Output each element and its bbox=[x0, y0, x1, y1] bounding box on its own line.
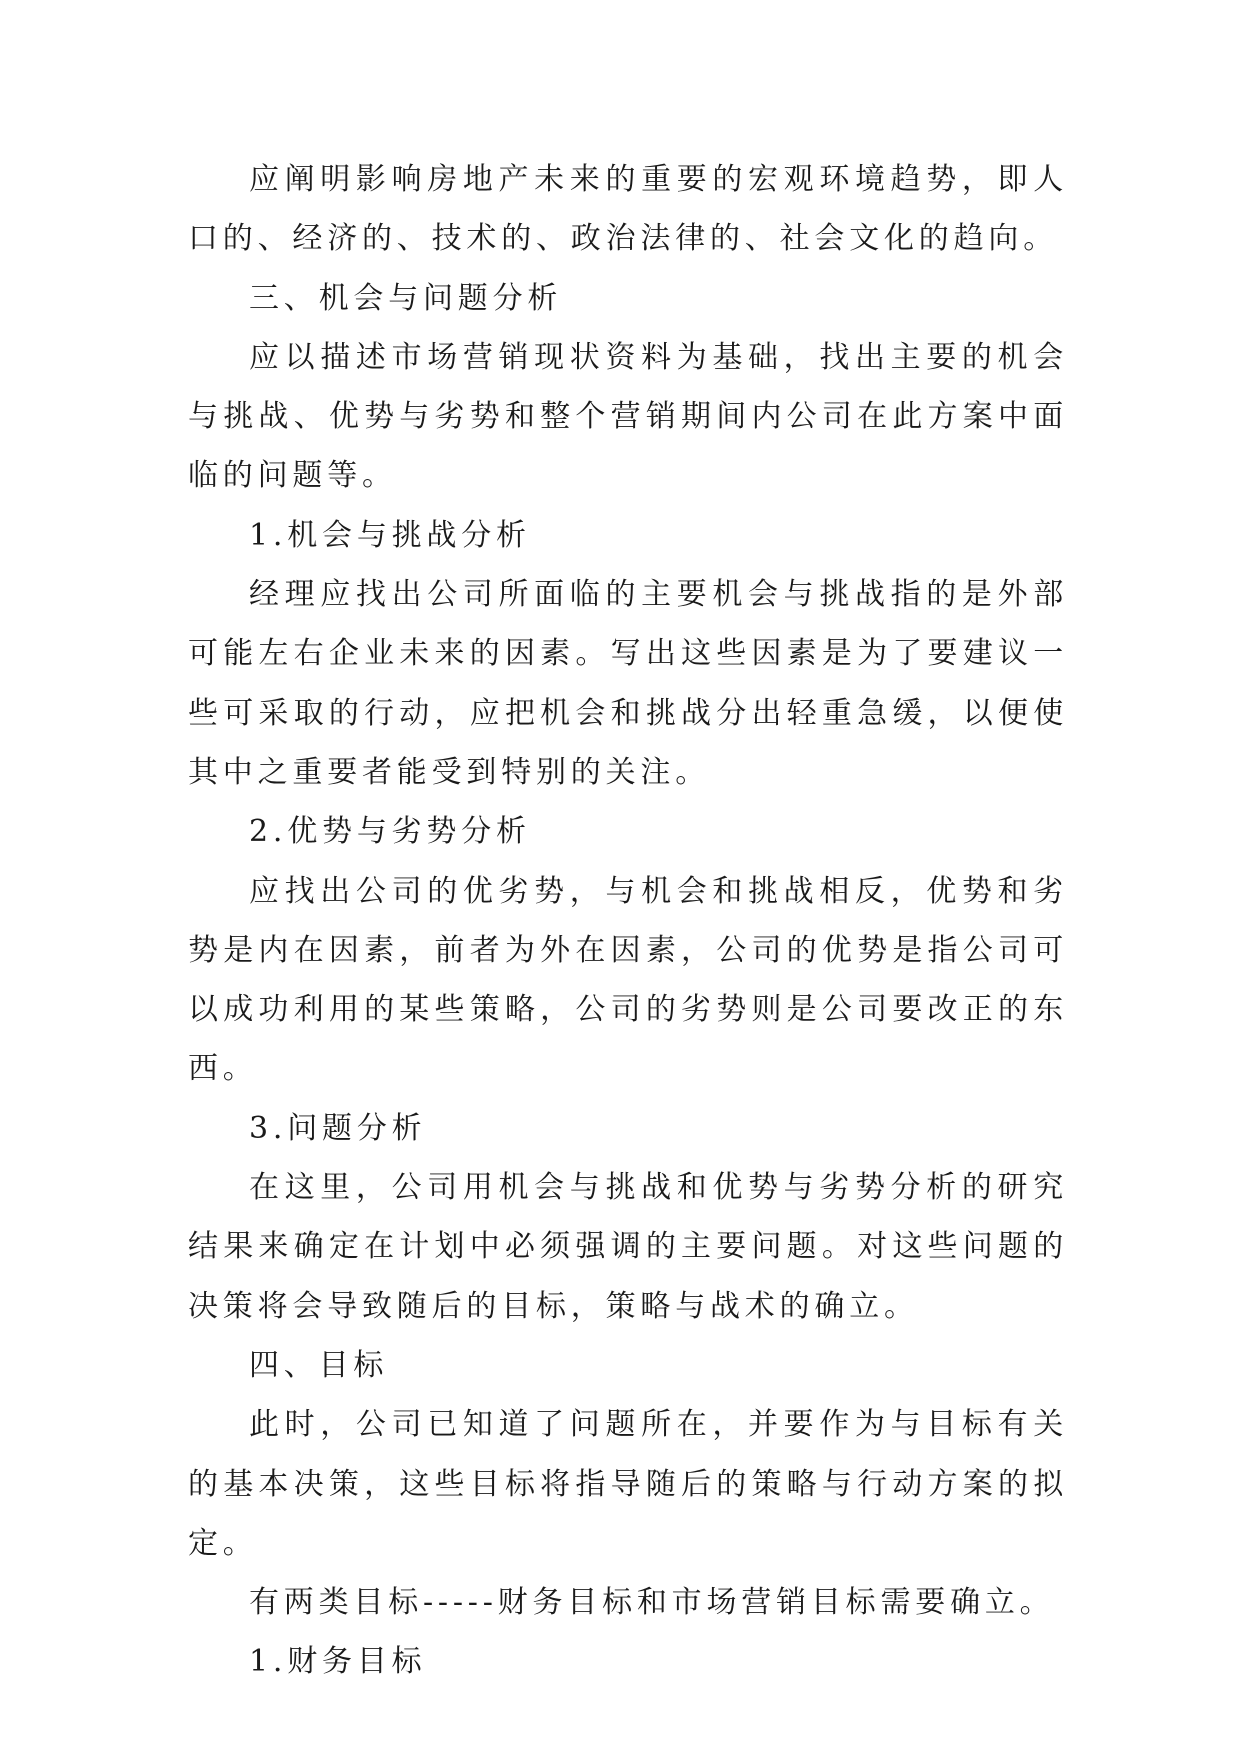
subheading-opportunity-challenge: 1.机会与挑战分析 bbox=[249, 517, 531, 553]
section-heading-objectives: 四、目标 bbox=[249, 1347, 389, 1383]
paragraph-opportunity-challenge: 经理应找出公司所面临的主要机会与挑战指的是外部可能左右企业未来的因素。写出这些因素是为了要建议一些可采取的行动，应把机会和挑战分出轻重急缓，以便使其中之重要者能受到特别的关注。 bbox=[188, 577, 1068, 790]
paragraph-macro-environment: 应阐明影响房地产未来的重要的宏观环境趋势，即人口的、经济的、技术的、政治法律的、社会文化的趋向。 bbox=[188, 162, 1068, 257]
paragraph-problem-analysis: 在这里，公司用机会与挑战和优势与劣势分析的研究结果来确定在计划中必须强调的主要问题。对这些问题的决策将会导致随后的目标，策略与战术的确立。 bbox=[188, 1170, 1068, 1324]
section-heading-opportunity-analysis: 三、机会与问题分析 bbox=[249, 280, 563, 316]
paragraph-strength-weakness: 应找出公司的优劣势，与机会和挑战相反，优势和劣势是内在因素，前者为外在因素，公司的优势是指公司可以成功利用的某些策略，公司的劣势则是公司要改正的东西。 bbox=[188, 873, 1068, 1087]
subheading-financial-objectives: 1.财务目标 bbox=[249, 1644, 427, 1680]
subheading-problem-analysis: 3.问题分析 bbox=[249, 1110, 427, 1146]
subheading-strength-weakness: 2.优势与劣势分析 bbox=[249, 814, 531, 850]
paragraph-objective-types: 有两类目标-----财务目标和市场营销目标需要确立。 bbox=[249, 1585, 1055, 1621]
paragraph-objectives: 此时，公司已知道了问题所在，并要作为与目标有关的基本决策，这些目标将指导随后的策略与行动方案的拟定。 bbox=[188, 1407, 1068, 1561]
document-body bbox=[188, 150, 1068, 1692]
paragraph-opportunity-intro: 应以描述市场营销现状资料为基础，找出主要的机会与挑战、优势与劣势和整个营销期间内公司在此方案中面临的问题等。 bbox=[188, 339, 1068, 494]
